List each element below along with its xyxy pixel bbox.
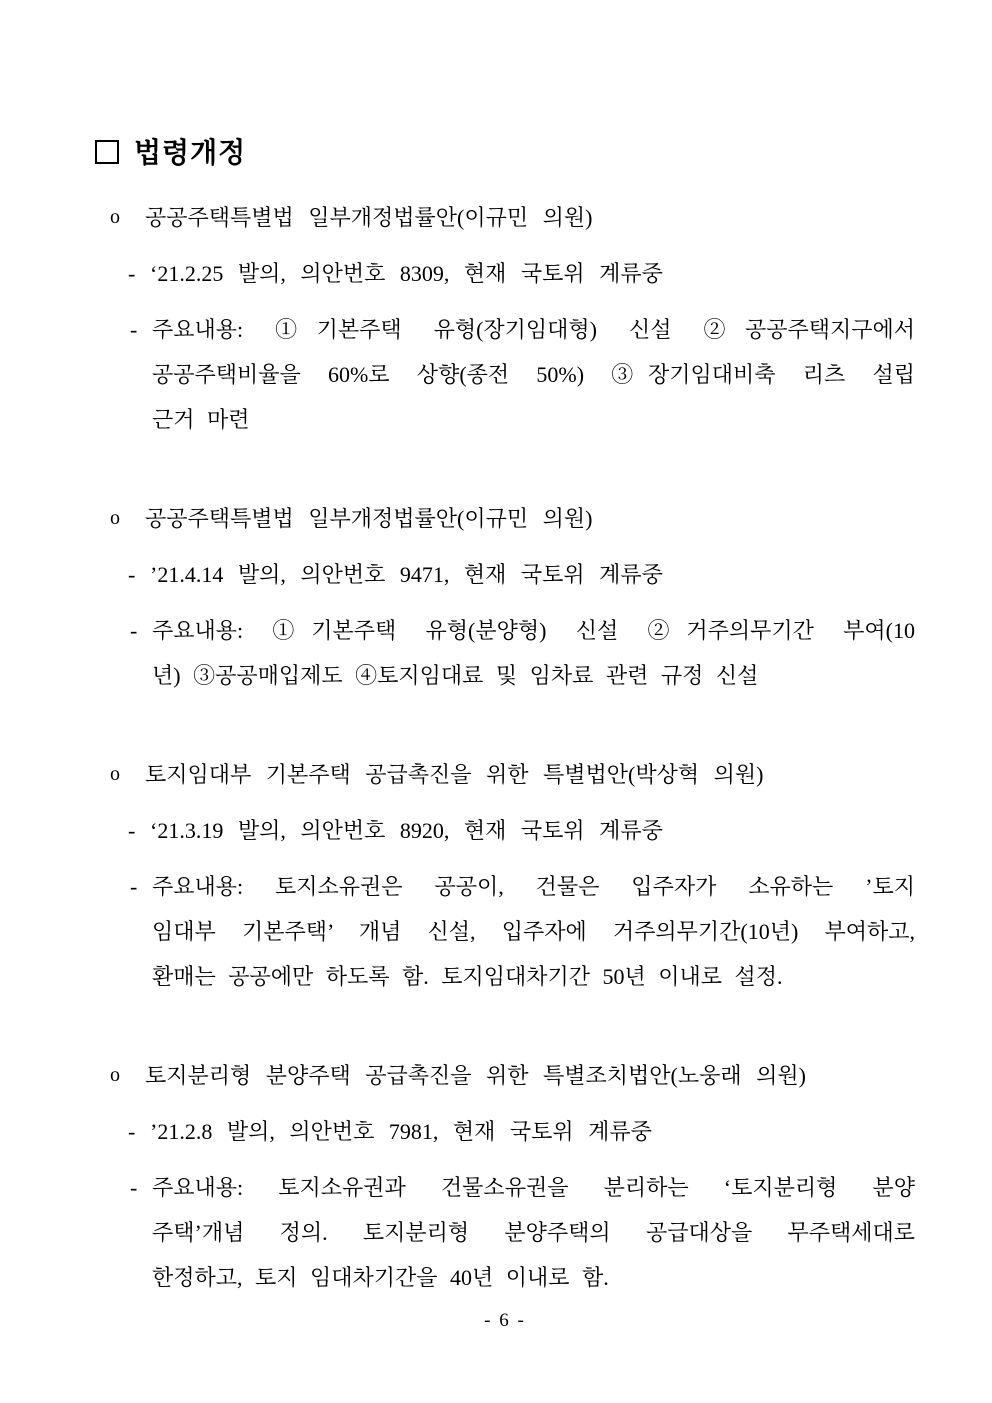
page-title — [95, 128, 915, 173]
dash-marker: - — [128, 1119, 136, 1144]
content-line: 주택’개념 정의. 토지분리형 분양주택의 공급대상을 무주택세대로 — [152, 1220, 915, 1245]
content-line: 년) ③공공매입제도 ④토지임대료 및 임차료 관련 규정 신설 — [152, 663, 759, 688]
dash-marker: - — [130, 618, 138, 643]
bill-proposal-info — [95, 808, 915, 853]
bill-proposal-text: ‘21.3.19 발의, 의안번호 8920, 현재 국토위 계류중 — [150, 818, 663, 843]
bill-section — [95, 1053, 915, 1300]
content-line: 주요내용: 토지소유권은 공공이, 건물은 입주자가 소유하는 ’토지 — [152, 874, 915, 899]
bill-title-text: 토지분리형 분양주택 공급촉진을 위한 특별조치법안(노웅래 의원) — [145, 1063, 806, 1088]
circle-bullet-marker: o — [110, 507, 120, 529]
dash-marker: - — [128, 562, 136, 587]
content-line: 공공주택비율을 60%로 상향(종전 50%) ③장기임대비축 리츠 설립 — [152, 362, 915, 387]
bill-title — [95, 496, 915, 541]
content-line: 주요내용: ①기본주택 유형(분양형) 신설 ②거주의무기간 부여(10 — [152, 618, 915, 643]
circle-bullet-marker: o — [110, 763, 120, 785]
bill-proposal-info — [95, 251, 915, 296]
bill-proposal-info — [95, 552, 915, 597]
bill-section — [95, 496, 915, 698]
content-line: 주요내용: ①기본주택 유형(장기임대형) 신설 ②공공주택지구에서 — [152, 317, 915, 342]
dash-marker: - — [128, 261, 136, 286]
bill-proposal-text: ‘21.2.25 발의, 의안번호 8309, 현재 국토위 계류중 — [150, 261, 663, 286]
bill-section — [95, 752, 915, 999]
page-title-text: 법령개정 — [134, 136, 247, 168]
dash-marker: - — [128, 818, 136, 843]
bill-title-text: 토지임대부 기본주택 공급촉진을 위한 특별법안(박상혁 의원) — [145, 762, 764, 787]
bill-title-text: 공공주택특별법 일부개정법률안(이규민 의원) — [145, 205, 593, 230]
content-line: 임대부 기본주택’ 개념 신설, 입주자에 거주의무기간(10년) 부여하고, — [152, 919, 915, 944]
circle-bullet-marker: o — [110, 206, 120, 228]
dash-marker: - — [130, 317, 138, 342]
bill-summary — [95, 864, 915, 999]
page-number: - 6 - — [484, 1310, 526, 1331]
content-line: 근거 마련 — [152, 407, 250, 432]
square-bullet-icon — [95, 140, 119, 164]
bill-summary — [95, 608, 915, 698]
dash-marker: - — [130, 1175, 138, 1200]
bill-title — [95, 1053, 915, 1098]
content-line: 주요내용: 토지소유권과 건물소유권을 분리하는 ‘토지분리형 분양 — [152, 1175, 915, 1200]
content-line: 환매는 공공에만 하도록 함. 토지임대차기간 50년 이내로 설정. — [152, 964, 783, 989]
bill-proposal-text: ’21.4.14 발의, 의안번호 9471, 현재 국토위 계류중 — [150, 562, 663, 587]
content-line: 한정하고, 토지 임대차기간을 40년 이내로 함. — [152, 1265, 609, 1290]
bill-title-text: 공공주택특별법 일부개정법률안(이규민 의원) — [145, 506, 593, 531]
bill-summary — [95, 307, 915, 442]
bill-proposal-text: ’21.2.8 발의, 의안번호 7981, 현재 국토위 계류중 — [150, 1119, 652, 1144]
bill-summary — [95, 1165, 915, 1300]
bill-proposal-info — [95, 1109, 915, 1154]
bill-title — [95, 752, 915, 797]
bill-section — [95, 195, 915, 442]
dash-marker: - — [130, 874, 138, 899]
bill-title — [95, 195, 915, 240]
circle-bullet-marker: o — [110, 1064, 120, 1086]
